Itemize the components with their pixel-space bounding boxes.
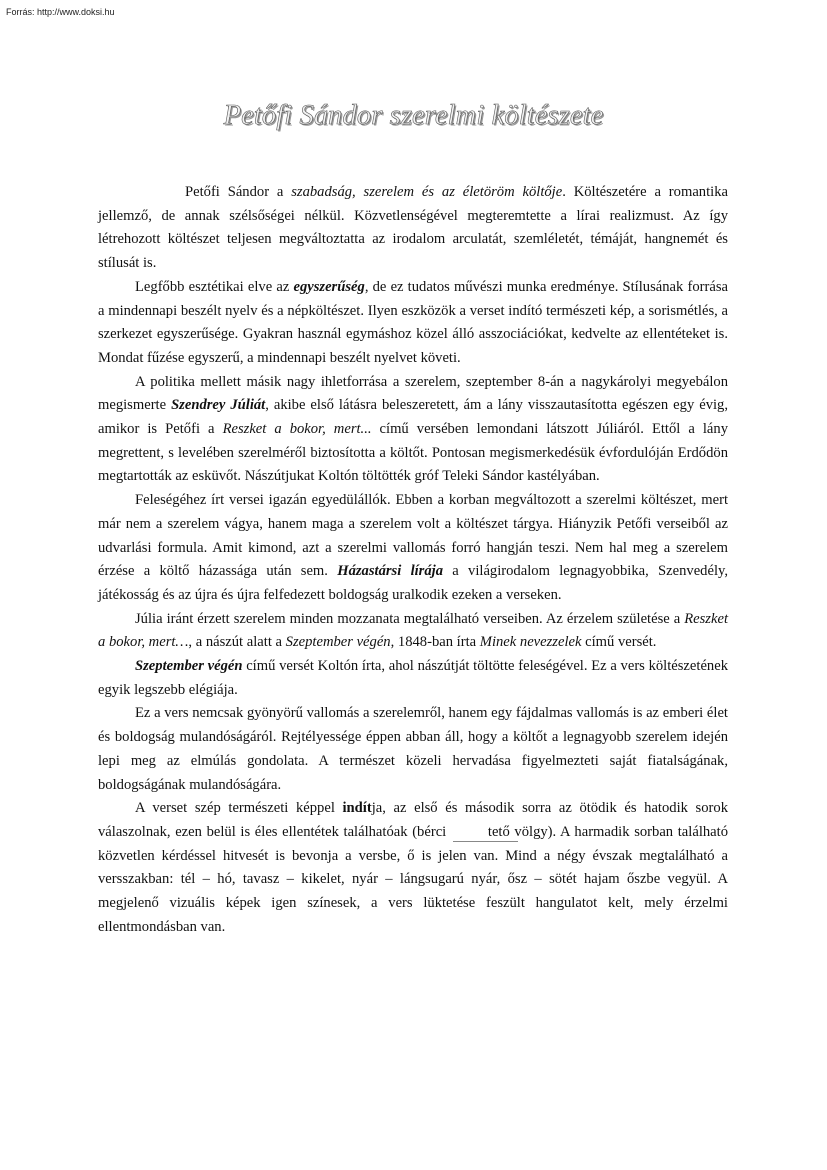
poem-title: Reszket a bokor, mert… (98, 610, 728, 651)
bold-italic-term: Szeptember végén (135, 658, 243, 675)
text-run: című versét. (581, 634, 657, 651)
text-run: A politika mellett másik nagy ihletforrása a szerelem, szeptember 8-án a nagykárolyi megyebálon megismerte (98, 373, 728, 414)
text-run: Legfőbb esztétikai elve az (135, 278, 294, 295)
paragraph-1 (98, 181, 728, 276)
text-run: Júlia iránt érzett szerelem minden mozzanata megtalálható verseiben. Az érzelem születése a (135, 610, 685, 627)
text-run: . Költészetére a romantika jellemző, de annak szélsőségei nélkül. Közvetlenségével megteremtette a lírai realizmust. Az így létrehozott költészet teljesen megváltoztatta az irodalom arculatát, szemléletét, témáját, hangnemét és stílusát is. (98, 184, 728, 272)
bold-term: indít (342, 800, 372, 817)
text-run: Feleségéhez írt versei igazán egyedülállók. Ebben a korban megváltozott a szerelmi költészet, mert már nem a szerelem vágya, hanem maga a szerelem volt a költészet tárgya. Hiányzik Petőfi verseiből az udvarlási formula. Amit kimond, azt a szerelmi vallomás forró hangján teszi. Nem hal meg a szerelem érzése a költő házassága után sem. (98, 492, 728, 580)
text-run: , a nászút alatt a (188, 634, 286, 651)
bold-italic-term: Házastársi lírája (337, 563, 444, 580)
text-run: völgy). A harmadik sorban található közvetlen kérdéssel hitvesét is bevonja a versbe, ő is jelen van. Mind a négy évszak megtalálható a versszakban: tél – hó, tavasz – kikelet, nyár – lángsugarú nyár, ősz – sötét hajam őszbe vegyül. A megjelenő vizuális képek igen színesek, a vers lüktetése feszült hangulatot kelt, mely érzelmi ellentmondásban van. (98, 823, 729, 935)
paragraph-2 (98, 276, 728, 371)
bold-italic-term: Szendrey Júliát (171, 397, 266, 414)
text-run: , akibe első látásra beleszeretett, ám a lány visszautasította egészen egy évig, amikor is Petőfi a (98, 397, 728, 438)
poem-title: Szeptember végén (285, 634, 391, 651)
text-run: , de ez tudatos művészi munka eredménye. Stílusának forrása a mindennapi beszélt nyelv és a népköltészet. Ilyen eszközök a verset indító természeti kép, a sorismétlés, a szerkezet egyszerűsége. Gyakran használ egymáshoz közel álló asszociációkat, kedvelte az ellentéteket is. Mondat fűzése egyszerű, a mindennapi beszélt nyelvet követi. (98, 278, 728, 366)
bold-italic-term: egyszerűség (293, 278, 365, 295)
emphasis: szabadság, szerelem és az életöröm költője (291, 184, 563, 200)
paragraph-4 (98, 489, 728, 608)
page-title: Petőfi Sándor szerelmi költészete (223, 100, 604, 131)
text-run: , 1848-ban írta (390, 634, 480, 651)
text-run: A verset szép természeti képpel (135, 800, 343, 817)
paragraph-6 (98, 655, 728, 702)
arrow-annotation: tető (451, 821, 510, 845)
text-run: ja, az első és második sorra az ötödik és hatodik sorok válaszolnak, ezen belül is éles ellentétek találhatóak (bérci (98, 800, 728, 840)
text-run: című versét Koltón írta, ahol nászútját töltötte feleségével. Ez a vers költészetének egyik legszebb elégiája. (98, 658, 728, 698)
text-run: Ez a vers nemcsak gyönyörű vallomás a szerelemről, hanem egy fájdalmas vallomás is az emberi élet és boldogság mulandóságáról. Rejtélyessége éppen abban áll, hogy a költőt a legnagyobb szerelem idején lepi meg az elmúlás gondolata. A természet közeli hervadása figyelmezteti saját fiatalságának, boldogságának mulandóságára. (98, 705, 728, 793)
poem-title: Reszket a bokor, mert... (222, 421, 372, 438)
poem-title: Minek nevezzelek (479, 634, 582, 651)
text-run: Petőfi Sándor a (185, 184, 292, 200)
paragraph-3 (98, 371, 728, 490)
paragraph-8 (98, 797, 728, 939)
source-line: Forrás: http://www.doksi.hu (6, 7, 115, 17)
paragraph-7 (98, 702, 728, 797)
text-run: című versében lemondani látszott Júliáról. Ettől a lány megrettent, s levelében szerelméről biztosította a költőt. Pontosan megismerkedésük évfordulóján Erdődön megtartották az esküvőt. Nászútjukat Koltón töltötték gróf Teleki Sándor kastélyában. (98, 421, 728, 485)
paragraph-5 (98, 608, 728, 655)
document-body (98, 181, 728, 940)
text-run: a világirodalom legnagyobbika, Szenvedély, játékosság és az újra és újra felfedezett boldogság uralkodik ezeken a verseken. (98, 563, 729, 603)
